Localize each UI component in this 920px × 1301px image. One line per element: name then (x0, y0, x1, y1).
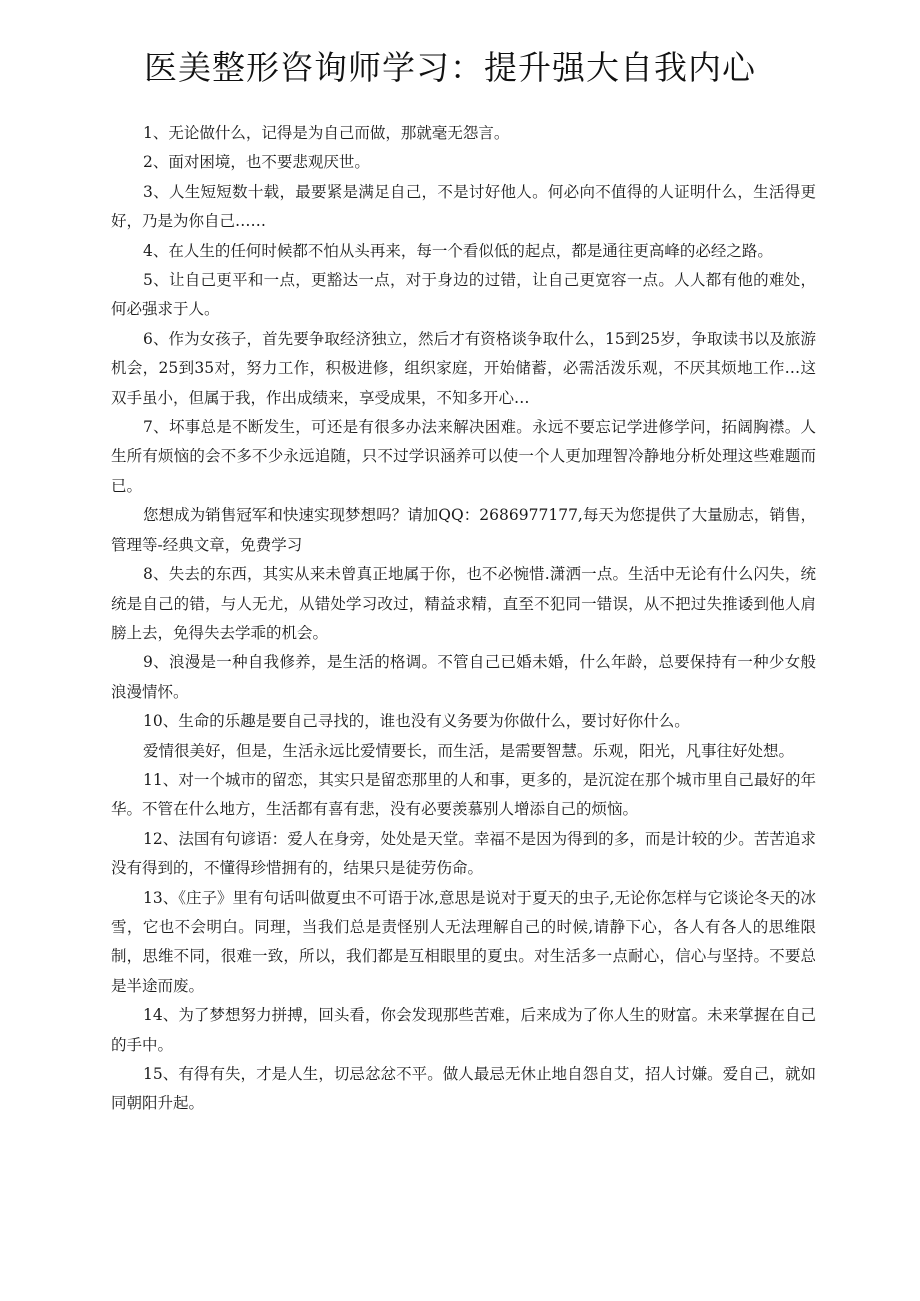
paragraph-3: 3、人生短短数十载，最要紧是满足自己，不是讨好他人。何必向不值得的人证明什么，生活得更好，乃是为你自己…… (111, 182, 816, 231)
page-title: 医美整形咨询师学习：提升强大自我内心 (144, 48, 756, 87)
paragraph-15: 15、有得有失，才是人生，切忌忿忿不平。做人最忌无休止地自怨自艾，招人讨嫌。爱自己，就如同朝阳升起。 (111, 1065, 816, 1113)
paragraph-8: 8、失去的东西，其实从来未曾真正地属于你，也不必惋惜.潇洒一点。生活中无论有什么闪失，统统是自己的错，与人无尤，从错处学习改过，精益求精，直至不犯同一错误，从不把过失推诿到他人肩膀上去，免得失去学乖的机会。 (111, 565, 816, 642)
paragraph-12: 12、法国有句谚语：爱人在身旁，处处是天堂。幸福不是因为得到的多，而是计较的少。苦苦追求没有得到的，不懂得珍惜拥有的，结果只是徒劳伤命。 (111, 829, 816, 878)
paragraph-13: 13、《庄子》里有句话叫做夏虫不可语于冰,意思是说对于夏天的虫子,无论你怎样与它谈论冬天的冰雪，它也不会明白。同理，当我们总是责怪别人无法理解自己的时候,请静下心，各人有各人的思维限制，思维不同，很难一致，所以，我们都是互相眼里的夏虫。对生活多一点耐心，信心与坚持。不要总是半途而废。 (111, 888, 816, 995)
document-body (111, 119, 816, 1119)
paragraph-9: 9、浪漫是一种自我修养，是生活的格调。不管自己已婚未婚，什么年龄，总要保持有一种少女般浪漫情怀。 (111, 653, 816, 701)
paragraph-10: 10、生命的乐趣是要自己寻找的，谁也没有义务要为你做什么，要讨好你什么。 (143, 712, 690, 731)
paragraph-14: 14、为了梦想努力拼搏，回头看，你会发现那些苦难，后来成为了你人生的财富。未来掌握在自己的手中。 (111, 1006, 816, 1054)
paragraph-5: 5、让自己更平和一点，更豁达一点，对于身边的过错，让自己更宽容一点。人人都有他的难处，何必强求于人。 (111, 271, 816, 319)
paragraph-2: 2、面对困境，也不要悲观厌世。 (143, 153, 370, 172)
paragraph-11: 11、对一个城市的留恋，其实只是留恋那里的人和事，更多的，是沉淀在那个城市里自己最好的年华。不管在什么地方，生活都有喜有悲，没有必要羡慕别人增添自己的烦恼。 (111, 770, 816, 819)
paragraph-1: 1、无论做什么，记得是为自己而做，那就毫无怨言。 (143, 124, 510, 142)
promo-paragraph: 您想成为销售冠军和快速实现梦想吗？请加QQ：2686977177,每天为您提供了大量励志，销售，管理等-经典文章，免费学习 (111, 506, 816, 554)
paragraph-love: 爱情很美好，但是，生活永远比爱情要长，而生活，是需要智慧。乐观，阳光，凡事往好处想。 (143, 741, 795, 760)
paragraph-6: 6、作为女孩子，首先要争取经济独立，然后才有资格谈争取什么，15到25岁，争取读书以及旅游机会，25到35对，努力工作，积极进修，组织家庭，开始储蓄，必需活泼乐观，不厌其烦地工作…这双手虽小，但属于我，作出成绩来，享受成果，不知多开心… (111, 329, 816, 407)
paragraph-7: 7、坏事总是不断发生，可还是有很多办法来解决困难。永远不要忘记学进修学问，拓阔胸襟。人生所有烦恼的会不多不少永远追随，只不过学识涵养可以使一个人更加理智冷静地分析处理这些难题而已。 (111, 418, 816, 495)
paragraph-4: 4、在人生的任何时候都不怕从头再来，每一个看似低的起点，都是通往更高峰的必经之路。 (143, 241, 773, 260)
